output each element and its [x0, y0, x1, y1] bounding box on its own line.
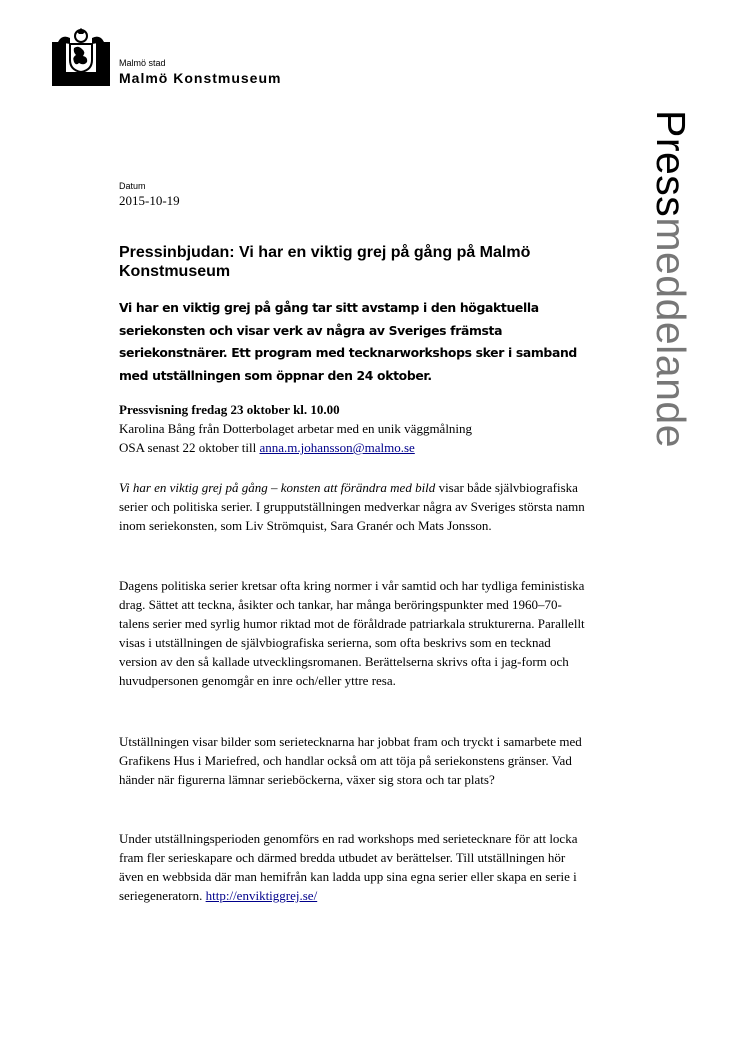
side-label-dark: Press — [648, 110, 694, 218]
website-link[interactable]: http://enviktiggrej.se/ — [205, 888, 318, 903]
date-value: 2015-10-19 — [119, 193, 180, 208]
org-name: Malmö Konstmuseum — [119, 70, 282, 86]
paragraph-1-text — [119, 478, 589, 535]
press-viewing-heading: Pressvisning fredag 23 oktober kl. 10.00 — [119, 402, 340, 417]
paragraph-1-rest: visar både självbiografiska serier och politiska serier. I grupputställningen medverkar några av Sveriges största namn inom seriekonsten, som Liv Strömquist, Sara Granér och Mats Jonsson. — [119, 480, 585, 533]
press-viewing-line: Karolina Bång från Dotterbolaget arbetar med en unik väggmålning — [119, 421, 473, 436]
org-small-label: Malmö stad — [119, 58, 166, 68]
osa-text: OSA senast 22 oktober till — [119, 440, 260, 455]
paragraph-1 — [119, 478, 589, 535]
paragraph-4 — [119, 829, 589, 905]
paragraph-3-text: Utställningen visar bilder som serietecknarna har jobbat fram och tryckt i samarbete med Grafikens Hus i Mariefred, och handlar också om att töja på seriekonstens gränser. Vad händer när figurerna lämnar serieböckerna, växer sig stora och tar plats? — [119, 734, 582, 787]
press-viewing-block — [119, 400, 589, 457]
page-title: Pressinbjudan: Vi har en viktig grej på gång på Malmö Konstmuseum — [119, 244, 531, 280]
lead-paragraph: Vi har en viktig grej på gång tar sitt avstamp i den högaktuella seriekonsten och visar verk av några av Sveriges främsta seriekonstnärer. Ett program med tecknarworkshops sker i samband med utställningen som öppnar den 24 oktober. — [119, 300, 577, 383]
side-label-light: meddelande — [648, 217, 694, 448]
date-label: Datum — [119, 181, 146, 191]
paragraph-3 — [119, 732, 589, 789]
osa-line — [119, 438, 589, 457]
email-link[interactable]: anna.m.johansson@malmo.se — [259, 440, 415, 455]
exhibition-title: Vi har en viktig grej på gång – konsten att förändra med bild — [119, 480, 436, 495]
paragraph-4-text — [119, 829, 589, 905]
paragraph-4-body: Under utställningsperioden genomförs en rad workshops med serietecknare för att locka fram fler serieskapare och därmed bredda utbudet av berättelser. Till utställningen hör även en webbsida där man hemifrån kan ladda upp sina egna serier eller skapa en serie i seriegeneratorn. — [119, 831, 578, 903]
organization-header — [119, 58, 281, 87]
paragraph-2-text: Dagens politiska serier kretsar ofta kring normer i vår samtid och har tydliga feministiska drag. Sättet att teckna, åsikter och tankar, har många beröringspunkter med 1960–70-talens serier med syrlig humor riktad mot de föråldrade patriarkala strukturerna. Parallellt visas i utställningen de självbiografiska serierna, som ofta beskrivs som en tecknad version av den så kallade utvecklingsromanen. Berättelserna skrivs ofta i jag-form och huvudpersonen genomgår en inre och/eller yttre resa. — [119, 578, 585, 688]
paragraph-2 — [119, 576, 589, 690]
pressmeddelande-side-label — [647, 110, 695, 540]
malmo-griffin-logo-icon — [52, 28, 110, 86]
